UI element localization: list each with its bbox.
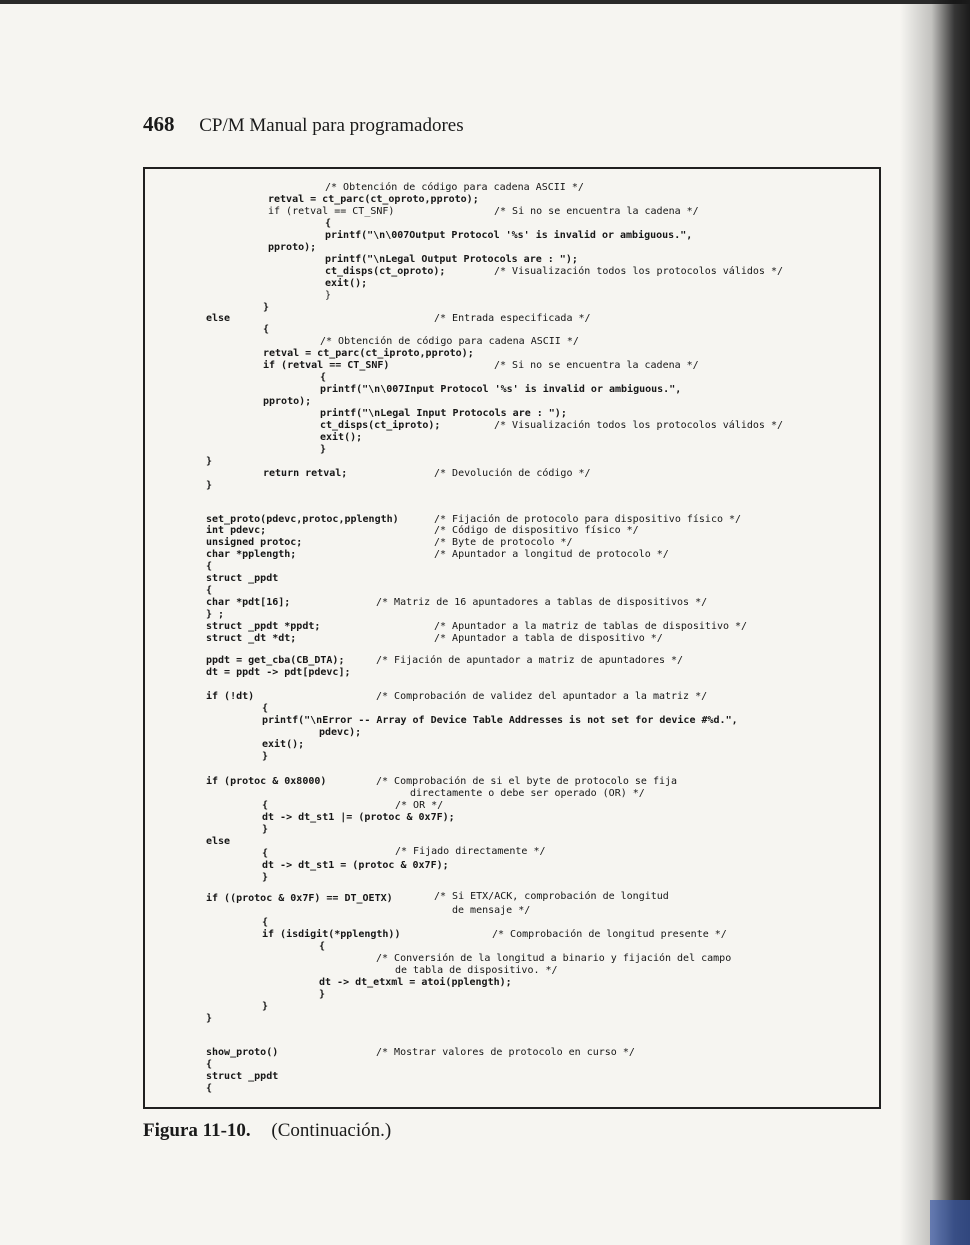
code-line: } <box>206 1013 213 1024</box>
code-line: /* Apuntador a la matriz de tablas de dispositivo */ <box>434 621 748 632</box>
code-line: /* Apuntador a tabla de dispositivo */ <box>434 633 663 644</box>
code-line: retval = ct_parc(ct_iproto,pproto); <box>263 348 474 359</box>
code-line: /* Comprobación de validez del apuntador a la matriz */ <box>376 691 708 702</box>
page-number: 468 <box>143 112 175 136</box>
code-line: ct_disps(ct_oproto); <box>325 266 446 277</box>
code-line: /* Fijación de protocolo para dispositivo físico */ <box>434 514 742 525</box>
book-edge <box>930 1200 970 1245</box>
code-line: return retval; <box>263 468 348 479</box>
book-title: CP/M Manual para programadores <box>199 115 464 136</box>
code-line: } <box>325 290 332 301</box>
code-line: /* Código de dispositivo físico */ <box>434 525 639 536</box>
code-line: if (isdigit(*pplength)) <box>262 929 401 940</box>
code-line: { <box>319 941 326 952</box>
code-line: directamente o debe ser operado (OR) */ <box>410 788 645 799</box>
code-line: } <box>262 1001 269 1012</box>
code-line: } <box>263 302 270 313</box>
code-line: exit(); <box>325 278 368 289</box>
code-line: } <box>262 751 269 762</box>
code-line: pdevc); <box>319 727 362 738</box>
code-line: struct _ppdt <box>206 1071 279 1082</box>
code-line: { <box>262 703 269 714</box>
code-line: if (!dt) <box>206 691 255 702</box>
code-line: else <box>206 313 231 324</box>
code-line: /* Fijación de apuntador a matriz de apuntadores */ <box>376 655 684 666</box>
code-line: { <box>262 848 269 859</box>
code-line: struct _ppdt *ppdt; <box>206 621 321 632</box>
code-line: struct _ppdt <box>206 573 279 584</box>
code-line: { <box>206 1083 213 1094</box>
code-line: pproto); <box>268 242 317 253</box>
code-line: printf("\n\007Output Protocol '%s' is invalid or ambiguous.", <box>325 230 693 241</box>
code-line: dt -> dt_st1 |= (protoc & 0x7F); <box>262 812 455 823</box>
code-line: /* Matriz de 16 apuntadores a tablas de dispositivos */ <box>376 597 708 608</box>
code-line: /* Obtención de código para cadena ASCII */ <box>325 182 584 193</box>
code-line: /* Visualización todos los protocolos válidos */ <box>494 266 783 277</box>
code-line: dt -> dt_etxml = atoi(pplength); <box>319 977 512 988</box>
code-line: retval = ct_parc(ct_oproto,pproto); <box>268 194 479 205</box>
page-top-band <box>0 0 970 4</box>
code-line: } <box>319 989 326 1000</box>
code-listing <box>145 169 879 1107</box>
code-line: { <box>262 800 269 811</box>
book-binding-shadow <box>900 0 970 1245</box>
code-line: } <box>206 456 213 467</box>
code-line: set_proto(pdevc,protoc,pplength) <box>206 514 399 525</box>
code-line: /* Conversión de la longitud a binario y fijación del campo <box>376 953 732 964</box>
figure-caption-text: (Continuación.) <box>271 1120 392 1141</box>
code-line: char *pdt[16]; <box>206 597 291 608</box>
code-line: printf("\n\007Input Protocol '%s' is invalid or ambiguous.", <box>320 384 682 395</box>
code-line: { <box>263 324 270 335</box>
code-line: de mensaje */ <box>452 905 531 916</box>
code-line: printf("\nError -- Array of Device Table Addresses is not set for device #%d.", <box>262 715 738 726</box>
code-line: ct_disps(ct_iproto); <box>320 420 441 431</box>
running-header <box>143 112 464 137</box>
code-line: if (retval == CT_SNF) <box>268 206 395 217</box>
code-line: int pdevc; <box>206 525 267 536</box>
code-line: show_proto() <box>206 1047 279 1058</box>
code-line: struct _dt *dt; <box>206 633 297 644</box>
code-line: pproto); <box>263 396 312 407</box>
code-line: dt -> dt_st1 = (protoc & 0x7F); <box>262 860 449 871</box>
code-line: ppdt = get_cba(CB_DTA); <box>206 655 345 666</box>
code-line: /* Byte de protocolo */ <box>434 537 573 548</box>
code-line: if (retval == CT_SNF) <box>263 360 390 371</box>
code-line: /* OR */ <box>395 800 444 811</box>
code-line: /* Comprobación de longitud presente */ <box>492 929 727 940</box>
code-line: /* Si no se encuentra la cadena */ <box>494 360 699 371</box>
code-line: } <box>262 824 269 835</box>
code-line: } <box>206 480 213 491</box>
code-line: printf("\nLegal Input Protocols are : "); <box>320 408 567 419</box>
code-line: /* Entrada especificada */ <box>434 313 591 324</box>
code-line: /* Apuntador a longitud de protocolo */ <box>434 549 669 560</box>
code-line: { <box>206 561 213 572</box>
code-line: /* Mostrar valores de protocolo en curso */ <box>376 1047 635 1058</box>
code-line: } <box>320 444 327 455</box>
code-line: if ((protoc & 0x7F) == DT_OETX) <box>206 893 393 904</box>
code-line: unsigned protoc; <box>206 537 303 548</box>
figure-caption <box>143 1120 391 1142</box>
code-line: /* Fijado directamente */ <box>395 846 546 857</box>
code-line: /* Si ETX/ACK, comprobación de longitud <box>434 891 669 902</box>
code-listing-frame <box>143 167 881 1109</box>
code-line: /* Visualización todos los protocolos válidos */ <box>494 420 783 431</box>
code-line: char *pplength; <box>206 549 297 560</box>
code-line: { <box>325 218 332 229</box>
code-line: de tabla de dispositivo. */ <box>395 965 558 976</box>
code-line: dt = ppdt -> pdt[pdevc]; <box>206 667 351 678</box>
code-line: /* Devolución de código */ <box>434 468 591 479</box>
code-line: else <box>206 836 231 847</box>
code-line: exit(); <box>320 432 363 443</box>
code-line: { <box>206 1059 213 1070</box>
code-line: /* Comprobación de si el byte de protocolo se fija <box>376 776 678 787</box>
code-line: { <box>206 585 213 596</box>
figure-label: Figura 11-10. <box>143 1120 251 1141</box>
code-line: exit(); <box>262 739 305 750</box>
code-line: printf("\nLegal Output Protocols are : "); <box>325 254 578 265</box>
code-line: if (protoc & 0x8000) <box>206 776 327 787</box>
code-line: /* Si no se encuentra la cadena */ <box>494 206 699 217</box>
code-line: /* Obtención de código para cadena ASCII */ <box>320 336 579 347</box>
code-line: { <box>262 917 269 928</box>
code-line: } <box>262 872 269 883</box>
code-line: } ; <box>206 609 225 620</box>
code-line: { <box>320 372 327 383</box>
